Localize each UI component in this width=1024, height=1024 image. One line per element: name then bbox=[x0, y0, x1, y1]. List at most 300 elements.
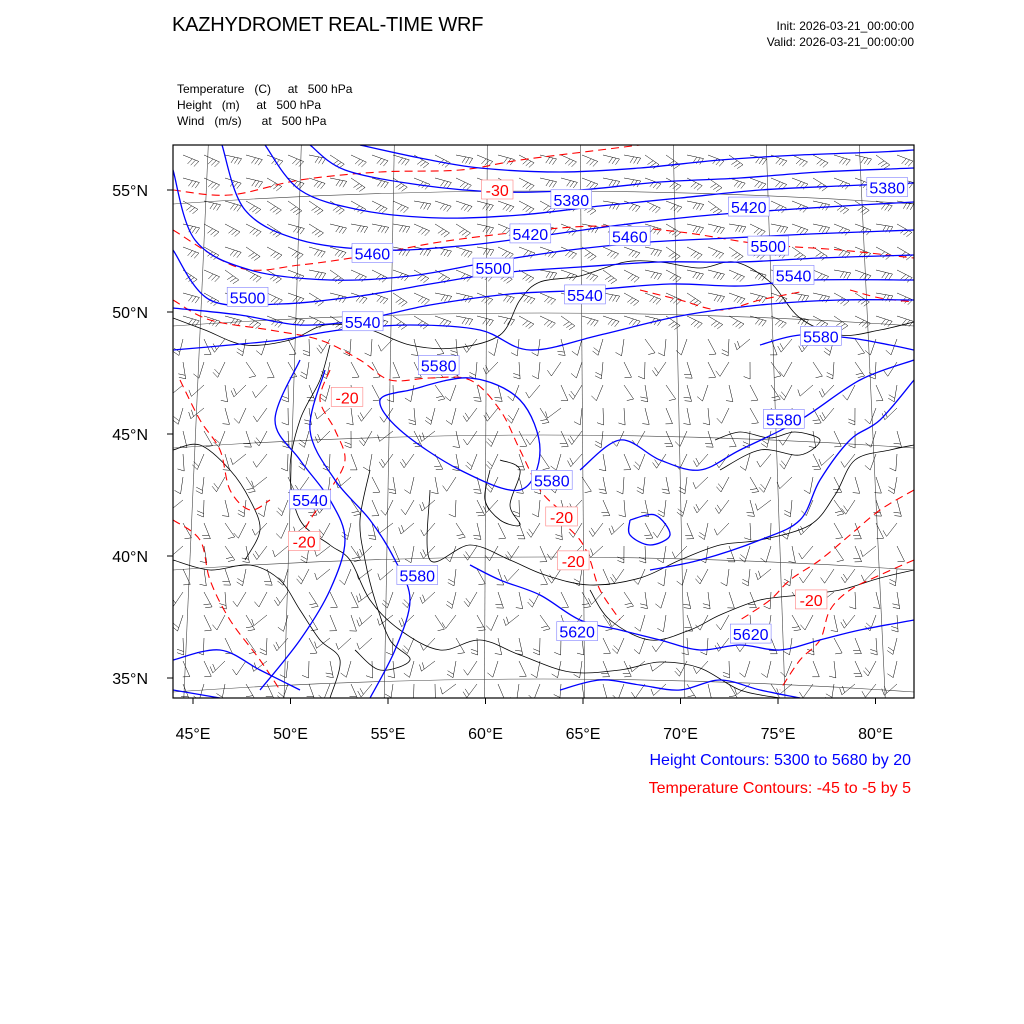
height-label-text: 5540 bbox=[567, 287, 603, 305]
wind-barb bbox=[233, 592, 246, 607]
wind-barb bbox=[812, 454, 821, 470]
wind-barb bbox=[834, 431, 841, 447]
height-label-text: 5540 bbox=[292, 492, 328, 510]
wind-barb bbox=[876, 247, 891, 260]
wind-barb bbox=[651, 684, 666, 696]
wind-barb bbox=[666, 201, 682, 212]
height-label-text: 5580 bbox=[803, 329, 839, 347]
wind-barb bbox=[435, 178, 451, 188]
wind-barb bbox=[779, 362, 792, 377]
wind-barb bbox=[658, 339, 666, 356]
wind-barb bbox=[504, 569, 519, 581]
wind-barb bbox=[603, 638, 610, 654]
wind-barb bbox=[336, 638, 351, 650]
wind-barb bbox=[677, 500, 687, 516]
wind-barb bbox=[634, 638, 645, 654]
wind-barb bbox=[351, 293, 367, 304]
wind-barb bbox=[254, 431, 267, 446]
wind-barb bbox=[243, 431, 251, 447]
wind-barb bbox=[456, 293, 473, 303]
wind-barb bbox=[330, 224, 347, 234]
wind-barb bbox=[658, 500, 666, 517]
wind-barb bbox=[616, 339, 625, 356]
wind-barb bbox=[812, 661, 819, 677]
wind-barb bbox=[516, 592, 523, 609]
height-contour bbox=[310, 145, 914, 192]
wind-barb bbox=[789, 546, 796, 563]
wind-barb bbox=[532, 362, 540, 379]
wind-barb bbox=[735, 684, 750, 695]
wind-barb bbox=[747, 500, 755, 516]
wind-barb bbox=[402, 638, 414, 654]
height-label bbox=[473, 258, 514, 278]
wind-barb bbox=[617, 546, 624, 563]
wind-barb bbox=[351, 546, 361, 562]
wind-barb bbox=[405, 546, 414, 563]
height-label-text: 5380 bbox=[869, 180, 905, 198]
wind-barb bbox=[401, 500, 414, 515]
wind-barb bbox=[435, 201, 451, 212]
temperature-label bbox=[546, 507, 578, 527]
wind-barb bbox=[829, 661, 836, 678]
wind-barb bbox=[834, 155, 850, 165]
parallel-line bbox=[173, 191, 914, 204]
wind-barb bbox=[309, 592, 318, 608]
wind-barb bbox=[448, 569, 456, 586]
wind-barb bbox=[601, 661, 609, 677]
wind-barb bbox=[675, 431, 687, 447]
wind-barb bbox=[204, 224, 219, 237]
wind-barb bbox=[456, 523, 465, 539]
wind-barb bbox=[640, 385, 648, 402]
wind-barb bbox=[715, 638, 729, 651]
wind-barb bbox=[561, 385, 568, 401]
temperature-label-text: -20 bbox=[561, 553, 585, 571]
wind-barb bbox=[473, 523, 481, 540]
wind-barb bbox=[560, 431, 569, 447]
wind-barb bbox=[515, 638, 523, 655]
wind-barb bbox=[393, 316, 407, 330]
wind-barb bbox=[414, 178, 430, 189]
wind-barb bbox=[708, 270, 725, 280]
wind-barb bbox=[372, 270, 387, 282]
wind-barb bbox=[178, 362, 185, 379]
wind-barb bbox=[582, 155, 598, 167]
wind-barb bbox=[574, 408, 582, 425]
wind-barb bbox=[351, 362, 359, 378]
wind-barb bbox=[225, 201, 241, 211]
wind-barb bbox=[662, 477, 670, 494]
wind-barb bbox=[435, 224, 450, 237]
wind-barb bbox=[798, 385, 813, 396]
wind-barb bbox=[705, 431, 713, 447]
wind-barb bbox=[463, 684, 477, 698]
wind-barb bbox=[330, 247, 346, 258]
wind-barb bbox=[393, 546, 400, 562]
wind-barb bbox=[402, 592, 414, 608]
wind-barb bbox=[288, 224, 304, 234]
wind-barb bbox=[886, 339, 897, 355]
wind-barb bbox=[378, 615, 394, 625]
wind-barb bbox=[212, 615, 225, 630]
wind-barb bbox=[634, 454, 645, 470]
wind-barb bbox=[876, 385, 883, 401]
wind-barb bbox=[784, 569, 792, 586]
wind-barb bbox=[827, 362, 835, 379]
wind-barb bbox=[246, 224, 261, 236]
wind-barb bbox=[540, 293, 556, 305]
height-label-text: 5580 bbox=[399, 568, 436, 586]
height-label-text: 5580 bbox=[534, 473, 570, 491]
wind-barb bbox=[603, 155, 620, 165]
temperature-label bbox=[288, 531, 320, 551]
wind-barb bbox=[204, 615, 211, 631]
wind-barb bbox=[497, 569, 504, 585]
wind-barb bbox=[477, 247, 494, 256]
wind-barb bbox=[204, 293, 219, 306]
height-label bbox=[748, 236, 789, 256]
wind-barb bbox=[834, 546, 844, 562]
wind-barb bbox=[540, 569, 548, 585]
wind-barb bbox=[624, 454, 631, 470]
wind-barb bbox=[527, 523, 540, 537]
wind-barb bbox=[532, 339, 540, 356]
wind-barb bbox=[640, 592, 647, 609]
wind-barb bbox=[779, 431, 792, 445]
wind-barb bbox=[531, 661, 540, 678]
height-label-text: 5620 bbox=[559, 624, 595, 642]
wind-barb bbox=[483, 362, 498, 374]
wind-barb bbox=[574, 661, 582, 678]
height-label bbox=[551, 190, 592, 210]
wind-barb bbox=[744, 523, 751, 540]
wind-barb bbox=[486, 454, 498, 469]
wind-barb bbox=[617, 477, 624, 494]
wind-barb bbox=[729, 293, 745, 304]
wind-barb bbox=[568, 454, 583, 467]
wind-barb bbox=[463, 431, 477, 445]
wind-barb bbox=[683, 408, 690, 425]
lon-tick-label: 70°E bbox=[663, 726, 698, 743]
wind-barb bbox=[309, 201, 323, 215]
wind-barb bbox=[641, 500, 649, 517]
wind-barb bbox=[744, 362, 751, 379]
wind-barb bbox=[339, 569, 351, 585]
valid-time: Valid: 2026-03-21_00:00:00 bbox=[766, 35, 914, 49]
border-line bbox=[173, 444, 260, 560]
wind-barb bbox=[168, 500, 183, 511]
wind-barb bbox=[309, 224, 324, 237]
wind-barb bbox=[780, 385, 793, 400]
wind-barb bbox=[476, 500, 485, 516]
wind-barb bbox=[595, 431, 603, 448]
wind-barb bbox=[237, 339, 246, 356]
wind-barb bbox=[597, 408, 604, 425]
wind-barb bbox=[489, 339, 499, 356]
wind-barb bbox=[561, 247, 577, 259]
wind-barb bbox=[222, 569, 230, 585]
wind-barb bbox=[595, 362, 603, 379]
wind-barb bbox=[708, 293, 725, 302]
wind-barb bbox=[599, 454, 606, 471]
wind-barb bbox=[519, 661, 526, 677]
wind-barb bbox=[883, 523, 897, 536]
wind-barb bbox=[624, 247, 640, 258]
wind-barb bbox=[853, 477, 860, 493]
wind-barb bbox=[599, 477, 607, 494]
temperature-label-text: -20 bbox=[292, 534, 316, 552]
lon-tick-label: 75°E bbox=[760, 726, 796, 743]
wind-barb bbox=[716, 615, 729, 630]
height-label-text: 5460 bbox=[354, 246, 391, 264]
height-contour bbox=[173, 690, 220, 698]
wind-barb bbox=[351, 155, 366, 167]
wind-barb bbox=[299, 431, 309, 447]
wind-barb bbox=[813, 155, 828, 167]
wind-barb bbox=[708, 201, 722, 215]
wind-barb bbox=[309, 247, 325, 257]
lon-tick-label: 50°E bbox=[273, 726, 308, 743]
wind-barb bbox=[687, 201, 704, 210]
wind-barb bbox=[637, 477, 645, 494]
wind-barb bbox=[657, 546, 666, 563]
wind-barb bbox=[569, 385, 582, 400]
height-contour bbox=[470, 565, 914, 650]
height-label-text: 5580 bbox=[420, 358, 457, 376]
temperature-contour-info: Temperature Contours: -45 to -5 by 5 bbox=[648, 780, 911, 797]
wind-barb bbox=[253, 385, 268, 398]
wind-barb bbox=[547, 362, 561, 376]
wind-barb bbox=[445, 385, 456, 401]
wind-barb bbox=[761, 661, 771, 678]
wind-barb bbox=[657, 615, 666, 632]
wind-barb bbox=[246, 178, 263, 188]
wind-barb bbox=[603, 569, 610, 585]
temperature-label bbox=[557, 551, 589, 571]
wind-barb bbox=[756, 500, 772, 510]
wind-barb bbox=[887, 661, 897, 678]
wind-barb bbox=[233, 661, 247, 675]
wind-barb bbox=[336, 477, 351, 488]
wind-barb bbox=[624, 385, 634, 401]
wind-barb bbox=[672, 546, 687, 558]
wind-barb bbox=[477, 201, 493, 211]
wind-barb bbox=[873, 592, 880, 609]
wind-barb bbox=[273, 546, 288, 557]
wind-barb bbox=[519, 270, 534, 283]
wind-barb bbox=[372, 477, 380, 493]
wind-barb bbox=[848, 408, 855, 425]
wind-barb bbox=[771, 224, 788, 233]
wind-barb bbox=[420, 500, 435, 511]
wind-barb bbox=[414, 316, 429, 329]
temperature-label bbox=[795, 590, 827, 610]
wind-barb bbox=[861, 546, 876, 557]
wind-barb bbox=[231, 454, 246, 465]
wind-barb bbox=[234, 523, 246, 538]
wind-barb bbox=[582, 477, 591, 493]
wind-barb bbox=[703, 408, 710, 425]
wind-barb bbox=[443, 477, 456, 491]
wind-barb bbox=[446, 408, 456, 425]
wind-barb bbox=[748, 592, 756, 608]
wind-barb bbox=[351, 178, 365, 192]
wind-barb bbox=[813, 224, 830, 233]
wind-barb bbox=[372, 500, 379, 516]
wind-barb bbox=[666, 155, 680, 169]
wind-barb bbox=[175, 477, 184, 494]
height-label bbox=[342, 312, 383, 332]
wind-barb bbox=[393, 178, 407, 191]
wind-barb bbox=[603, 270, 617, 284]
lon-tick-label: 80°E bbox=[858, 726, 893, 743]
wind-barb bbox=[315, 569, 330, 580]
wind-barb bbox=[889, 569, 897, 586]
wind-barb bbox=[372, 293, 388, 304]
page-title: KAZHYDROMET REAL-TIME WRF bbox=[172, 14, 484, 36]
wind-barb bbox=[888, 385, 897, 402]
wind-barb bbox=[890, 454, 898, 471]
height-label bbox=[510, 224, 551, 244]
height-label bbox=[728, 197, 769, 217]
wind-barb bbox=[372, 224, 389, 233]
wind-barb bbox=[225, 155, 242, 164]
wind-barb bbox=[477, 155, 493, 167]
temperature-contour bbox=[180, 380, 270, 510]
wind-barb bbox=[589, 523, 603, 537]
wind-barb bbox=[729, 224, 746, 233]
wind-barb bbox=[204, 201, 221, 211]
wind-barb bbox=[771, 385, 780, 401]
wind-barb bbox=[223, 408, 230, 424]
meridian-line bbox=[184, 145, 208, 698]
wind-barb bbox=[351, 592, 358, 608]
wind-barb bbox=[799, 569, 813, 583]
wind-barb bbox=[568, 431, 582, 445]
wind-barb bbox=[189, 385, 204, 396]
wind-barb bbox=[254, 592, 267, 607]
wind-barb bbox=[464, 546, 477, 560]
wind-barb bbox=[435, 385, 445, 401]
wind-barb bbox=[513, 362, 520, 379]
wind-barb bbox=[561, 316, 575, 330]
wind-barb bbox=[834, 270, 851, 279]
wind-barb bbox=[841, 454, 855, 467]
wind-barb bbox=[684, 362, 692, 378]
wind-barb bbox=[222, 500, 229, 517]
wind-barb bbox=[435, 339, 444, 355]
wind-barb bbox=[804, 477, 813, 494]
height-label-text: 5420 bbox=[512, 226, 549, 244]
parallel-line bbox=[173, 557, 914, 570]
wind-barb bbox=[456, 638, 465, 654]
wind-barb bbox=[508, 385, 519, 401]
wind-barb bbox=[350, 454, 357, 470]
wind-barb bbox=[729, 270, 745, 282]
wind-barb bbox=[246, 155, 262, 165]
wind-barb bbox=[400, 454, 414, 468]
wind-barb bbox=[739, 661, 750, 677]
lon-tick-label: 65°E bbox=[565, 726, 601, 743]
wind-barb bbox=[267, 201, 281, 214]
wind-barb bbox=[183, 178, 199, 188]
height-label-text: 5540 bbox=[775, 268, 812, 286]
wind-barb bbox=[379, 454, 393, 468]
wind-barb bbox=[876, 155, 890, 169]
wind-barb bbox=[477, 224, 494, 234]
wind-barb bbox=[365, 339, 372, 356]
wind-barb bbox=[495, 592, 503, 608]
wind-barb bbox=[653, 523, 666, 538]
height-label-text: 5460 bbox=[612, 229, 648, 247]
wind-barb bbox=[378, 523, 394, 533]
lat-tick-label: 40°N bbox=[112, 549, 148, 566]
wind-barb bbox=[526, 385, 540, 398]
height-label bbox=[609, 226, 650, 246]
height-label-text: 5500 bbox=[750, 239, 787, 257]
wind-barb bbox=[727, 592, 734, 608]
wind-barb bbox=[297, 569, 309, 584]
wind-barb bbox=[204, 592, 213, 608]
wind-barb bbox=[897, 155, 913, 166]
wind-barb bbox=[183, 293, 199, 303]
wind-barb bbox=[237, 569, 246, 586]
wind-barb bbox=[813, 201, 830, 210]
wind-barb bbox=[784, 500, 792, 517]
wind-barb bbox=[740, 454, 750, 470]
height-label-text: 5380 bbox=[553, 192, 590, 210]
wind-barb bbox=[831, 615, 838, 632]
wind-barb bbox=[225, 523, 235, 539]
wind-barb bbox=[644, 523, 653, 539]
wind-barb bbox=[435, 293, 452, 302]
wind-barb bbox=[533, 638, 540, 655]
wind-barb bbox=[853, 546, 861, 562]
wind-barb bbox=[469, 362, 477, 379]
height-label-text: 5500 bbox=[475, 261, 512, 279]
wind-barb bbox=[809, 431, 816, 448]
wind-barb bbox=[687, 270, 704, 280]
field-wind-label: Wind (m/s) at 500 hPa bbox=[177, 114, 327, 128]
height-contour bbox=[580, 360, 914, 470]
wind-barb bbox=[624, 293, 639, 306]
init-time: Init: 2026-03-21_00:00:00 bbox=[776, 19, 914, 33]
wind-barb bbox=[703, 592, 710, 609]
wind-barb bbox=[435, 615, 444, 631]
wind-barb bbox=[288, 270, 304, 281]
wind-barb bbox=[729, 316, 744, 329]
lat-tick-label: 50°N bbox=[112, 305, 148, 322]
wind-barb bbox=[561, 224, 577, 236]
wind-barb bbox=[507, 408, 519, 423]
wind-barb bbox=[666, 270, 681, 282]
wind-barb bbox=[420, 661, 436, 671]
wind-barb bbox=[546, 408, 562, 418]
wind-barb bbox=[326, 661, 334, 678]
wind-barb bbox=[715, 500, 729, 514]
wind-barb bbox=[742, 569, 750, 586]
height-contour bbox=[650, 380, 914, 570]
wind-barb bbox=[771, 201, 786, 213]
meridian-line bbox=[859, 145, 885, 698]
wind-barb bbox=[780, 454, 792, 469]
wind-barb bbox=[683, 592, 691, 609]
wind-barb bbox=[792, 155, 808, 167]
wind-barb bbox=[172, 615, 183, 631]
wind-barb bbox=[246, 638, 256, 654]
wind-barb bbox=[792, 201, 808, 212]
wind-barb bbox=[840, 684, 855, 695]
